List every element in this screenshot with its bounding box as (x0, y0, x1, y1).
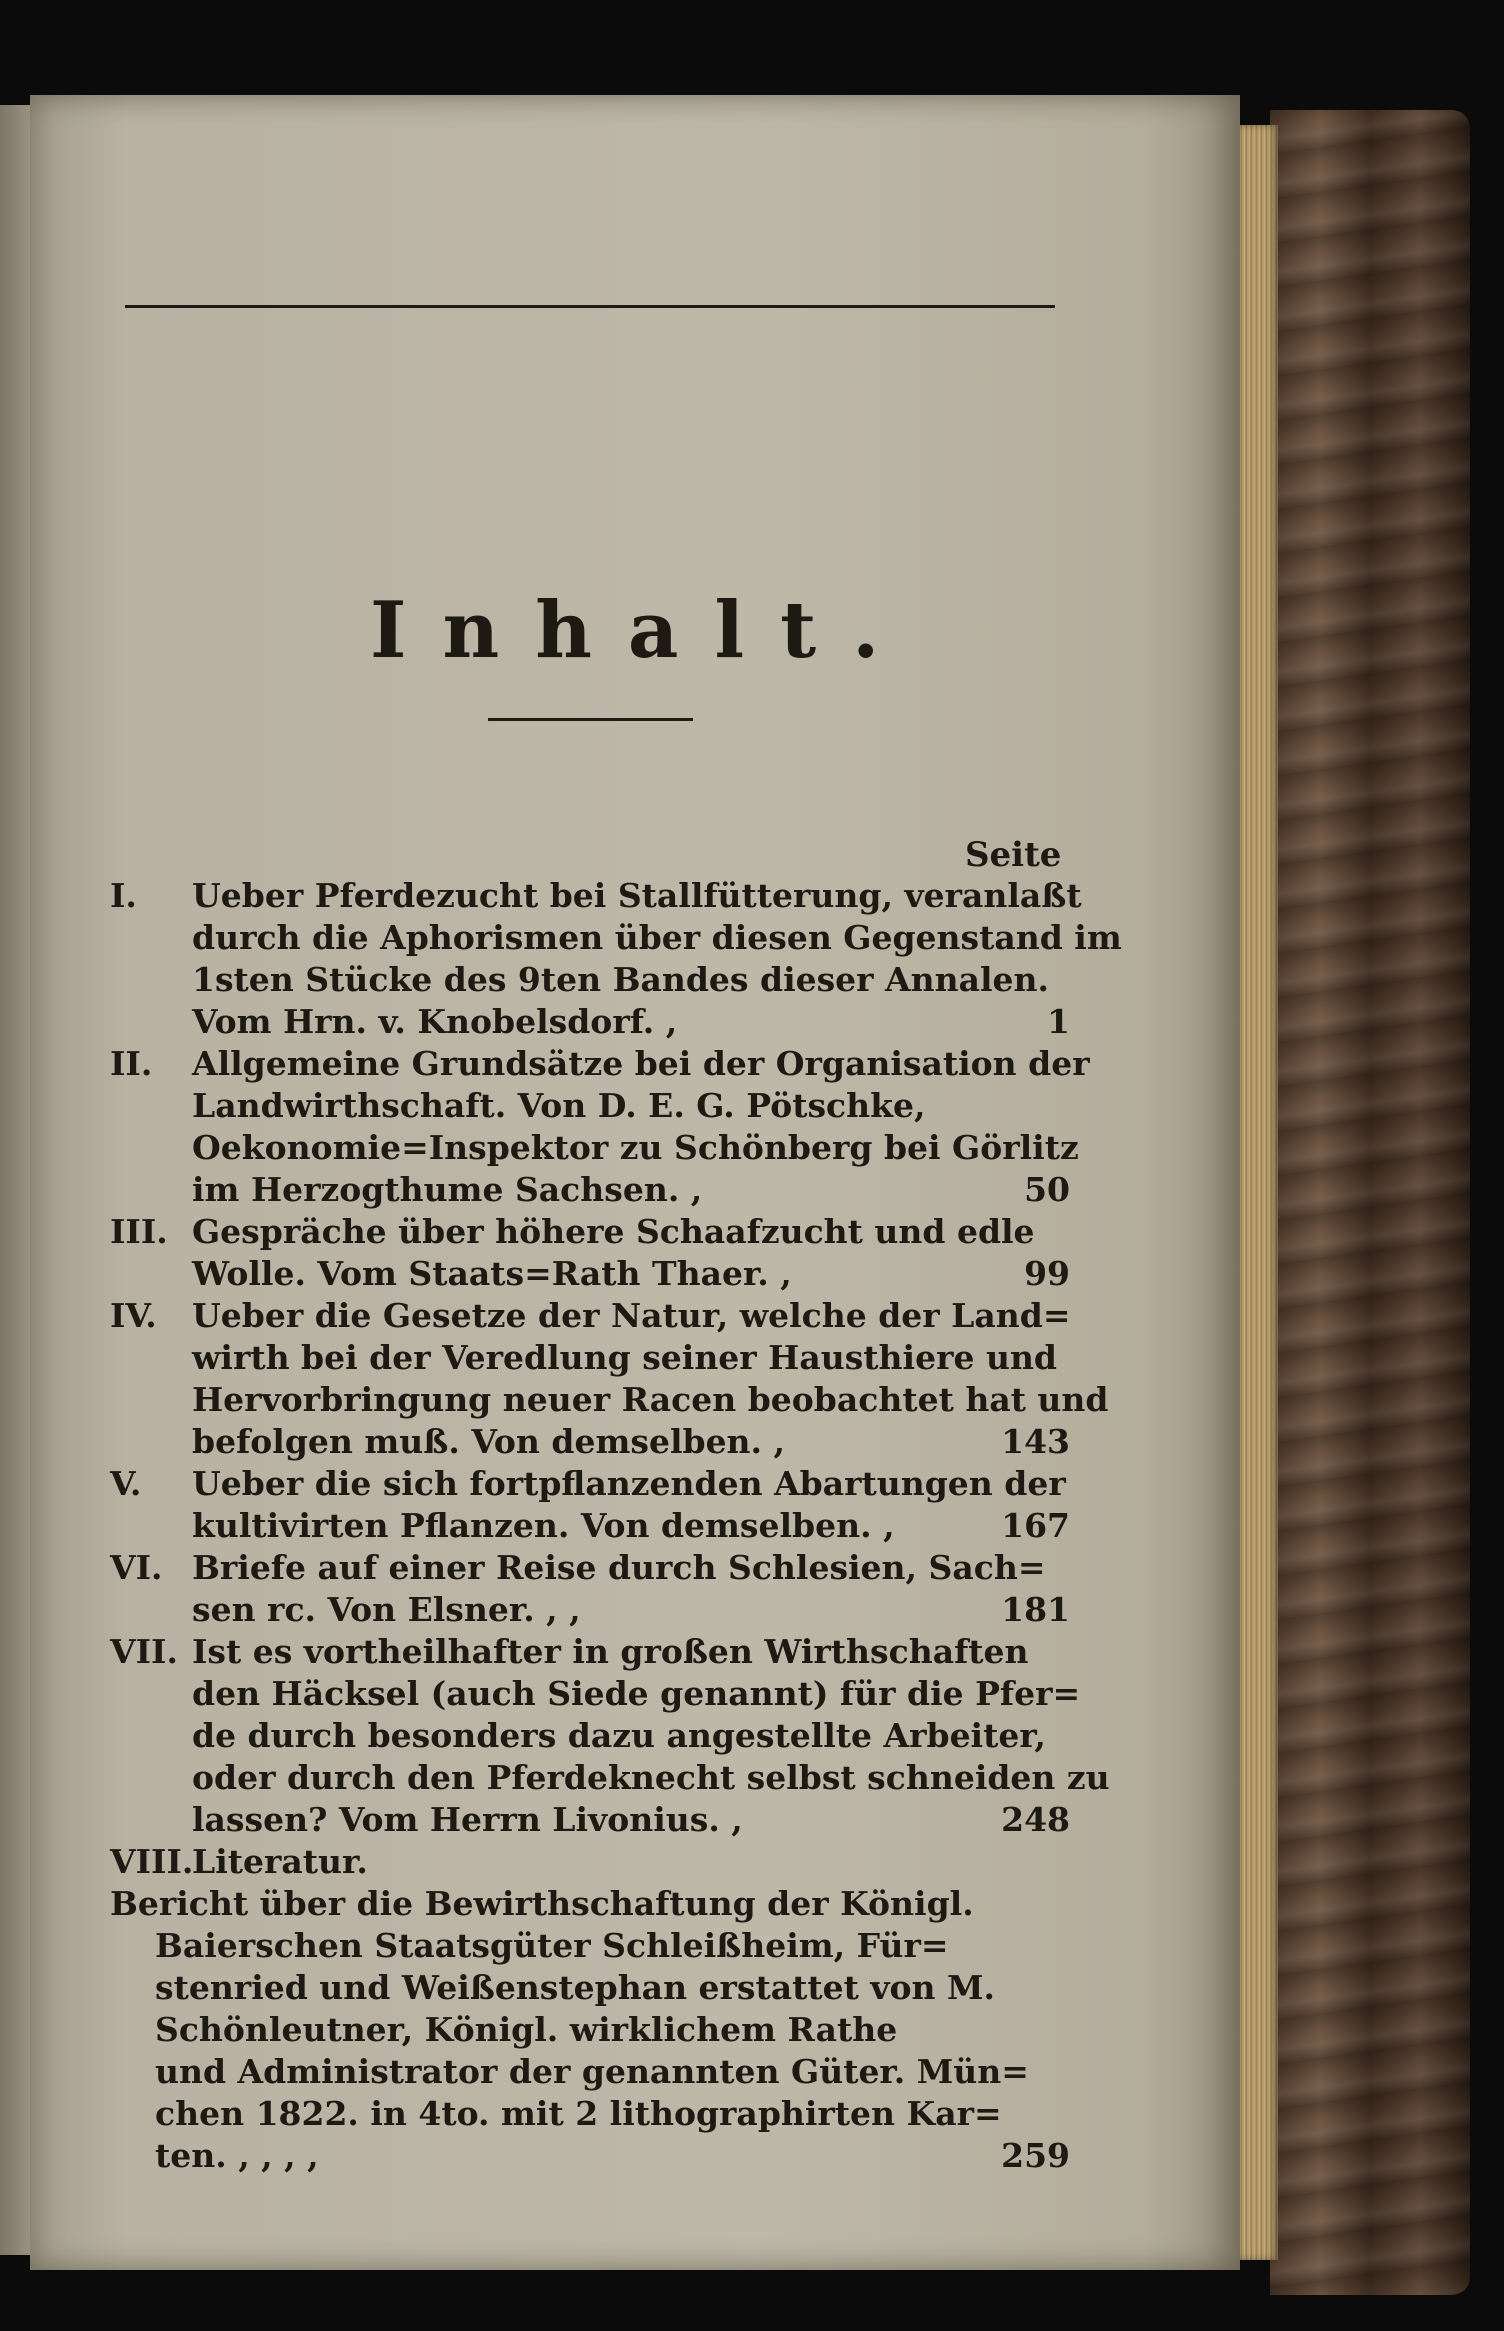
entry-page-number: 259 (1001, 2136, 1070, 2175)
entry-line: Gespräche über höhere Schaafzucht und edle (192, 1212, 1035, 1251)
entry-line: Ueber Pferdezucht bei Stallfütterung, veranlaßt (192, 876, 1082, 915)
entry-number: II. (110, 1044, 153, 1083)
page-column-label: Seite (965, 835, 1062, 875)
toc-entry-6 (110, 1547, 1070, 1631)
entry-number: VII. (110, 1632, 178, 1671)
entry-line: Hervorbringung neuer Racen beobachtet hat und (192, 1380, 1109, 1419)
entry-line: Landwirthschaft. Von D. E. G. Pötschke, (192, 1086, 926, 1125)
top-rule (125, 305, 1055, 308)
title-rule (488, 718, 693, 721)
entry-line: chen 1822. in 4to. mit 2 lithographirten Kar= (155, 2094, 1002, 2133)
entry-line: de durch besonders dazu angestellte Arbeiter, (192, 1716, 1046, 1755)
entry-line: Wolle. Vom Staats=Rath Thaer. , (192, 1254, 792, 1293)
entry-line: Schönleutner, Königl. wirklichem Rathe (155, 2010, 898, 2049)
entry-line: durch die Aphorismen über diesen Gegenstand im (192, 918, 1122, 957)
leather-cover (1270, 110, 1470, 2295)
toc-entry-2 (110, 1043, 1090, 1211)
entry-line: sen rc. Von Elsner. , , (192, 1590, 581, 1629)
toc-entry-3 (110, 1211, 1070, 1295)
toc-entry-7 (110, 1631, 1110, 1841)
toc-entry-8-heading (110, 1841, 1070, 1883)
literature-entry (110, 1883, 1070, 2177)
entry-line: Vom Hrn. v. Knobelsdorf. , (192, 1002, 678, 1041)
entry-page-number: 181 (1001, 1590, 1070, 1629)
entry-line: Allgemeine Grundsätze bei der Organisation der (192, 1044, 1090, 1083)
entry-number: IV. (110, 1296, 157, 1335)
entry-page-number: 143 (1001, 1422, 1070, 1461)
entry-number: VI. (110, 1548, 163, 1587)
page-stack-edge (1238, 125, 1278, 2260)
literature-heading: Literatur. (192, 1842, 368, 1881)
entry-number: VIII. (110, 1842, 194, 1881)
entry-line: Briefe auf einer Reise durch Schlesien, Sach= (192, 1548, 1046, 1587)
entry-line: wirth bei der Veredlung seiner Hausthiere und (192, 1338, 1058, 1377)
entry-line: Ueber die Gesetze der Natur, welche der Land= (192, 1296, 1071, 1335)
entry-number: III. (110, 1212, 168, 1251)
entry-line: Baierschen Staatsgüter Schleißheim, Für= (155, 1926, 949, 1965)
entry-page-number: 167 (1001, 1506, 1070, 1545)
entry-page-number: 248 (1001, 1800, 1070, 1839)
entry-line: Ist es vortheilhafter in großen Wirthschaften (192, 1632, 1029, 1671)
entry-line: befolgen muß. Von demselben. , (192, 1422, 786, 1461)
entry-number: I. (110, 876, 137, 915)
page-title: Inhalt. (370, 585, 916, 676)
entry-line: stenried und Weißenstephan erstattet von M. (155, 1968, 996, 2007)
entry-page-number: 99 (1024, 1254, 1070, 1293)
table-of-contents (110, 875, 1122, 2177)
entry-page-number: 50 (1024, 1170, 1070, 1209)
entry-line: und Administrator der genannten Güter. Mün= (155, 2052, 1029, 2091)
toc-entry-5 (110, 1463, 1070, 1547)
entry-line: den Häcksel (auch Siede genannt) für die Pfer= (192, 1674, 1081, 1713)
entry-line: oder durch den Pferdeknecht selbst schneiden zu (192, 1758, 1110, 1797)
entry-line: lassen? Vom Herrn Livonius. , (192, 1800, 743, 1839)
entry-page-number: 1 (1047, 1002, 1070, 1041)
entry-line: Ueber die sich fortpflanzenden Abartungen der (192, 1464, 1066, 1503)
entry-line: Bericht über die Bewirthschaftung der Königl. (110, 1884, 974, 1923)
entry-line: 1sten Stücke des 9ten Bandes dieser Annalen. (192, 960, 1050, 999)
entry-line: ten. , , , , (155, 2136, 319, 2175)
entry-number: V. (110, 1464, 142, 1503)
entry-line: im Herzogthume Sachsen. , (192, 1170, 703, 1209)
toc-entry-4 (110, 1295, 1109, 1463)
entry-line: kultivirten Pflanzen. Von demselben. , (192, 1506, 895, 1545)
toc-entry-1 (110, 875, 1122, 1043)
entry-line: Oekonomie=Inspektor zu Schönberg bei Görlitz (192, 1128, 1079, 1167)
